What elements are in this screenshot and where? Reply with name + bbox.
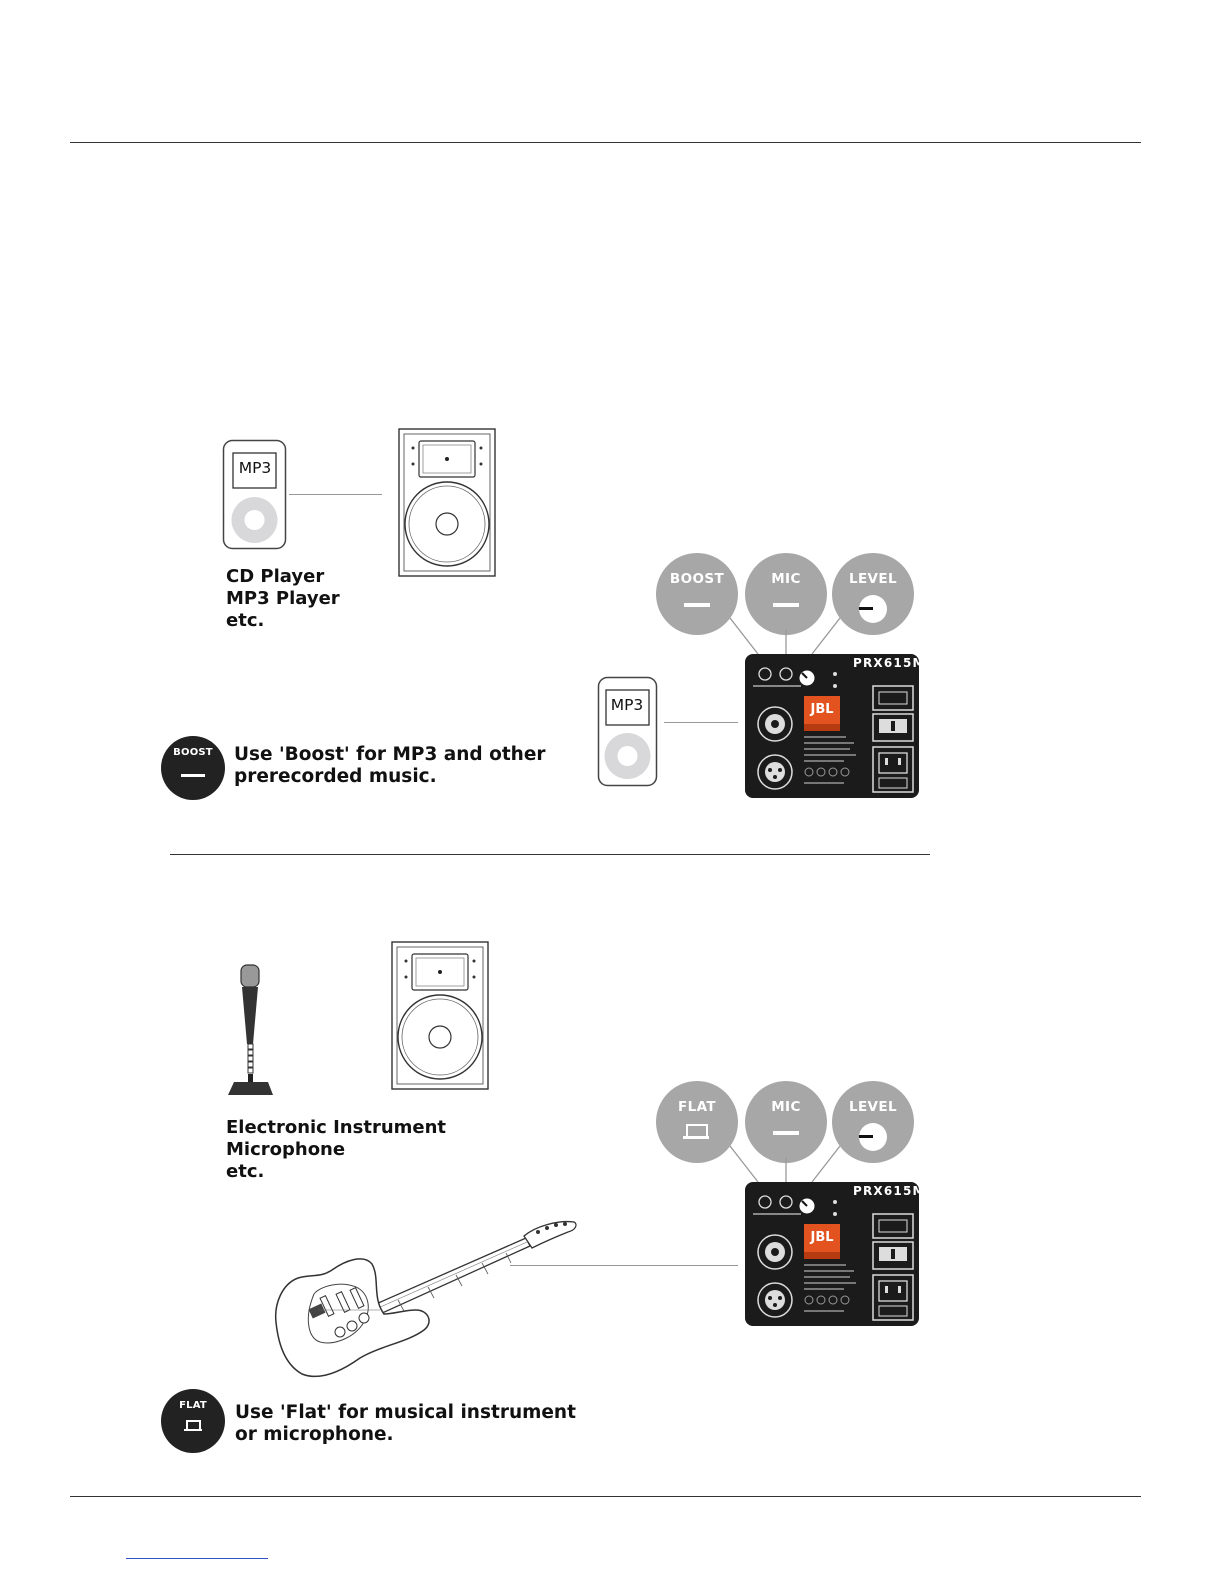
boost-badge-switch-icon [181, 774, 205, 777]
source-label-2: Electronic Instrument Microphone etc. [226, 1117, 447, 1182]
level-control-callout: LEVEL [832, 553, 914, 635]
boost-control-callout: BOOST [656, 553, 738, 635]
microphone-illustration [226, 964, 276, 1100]
flat-badge: FLAT [161, 1389, 225, 1453]
callout-lines-2 [700, 1128, 860, 1188]
mic-control-callout-2: MIC [745, 1081, 827, 1163]
level-knob-pointer-2 [859, 1135, 873, 1138]
level-control-callout-2: LEVEL [832, 1081, 914, 1163]
panel-model-text: PRX615M [853, 656, 926, 670]
electric-guitar-illustration [268, 1218, 580, 1384]
bottom-rule [70, 1496, 1141, 1497]
boost-note: Use 'Boost' for MP3 and other prerecorded music. [234, 744, 546, 787]
flat-badge-switch-base [184, 1429, 202, 1431]
mp3-player-connected [597, 676, 659, 792]
guitar-to-panel-cable [510, 1265, 738, 1266]
mp3-to-panel-cable [664, 722, 738, 723]
mp3-player-illustration [222, 439, 288, 555]
callout-lines-1 [700, 600, 860, 660]
top-rule [70, 142, 1141, 143]
footer-link-underline[interactable] [126, 1558, 268, 1559]
speaker-illustration [398, 428, 496, 582]
flat-badge-switch-icon [186, 1420, 201, 1429]
speaker-illustration-2 [391, 941, 489, 1095]
rear-panel-2 [745, 1182, 926, 1330]
jbl-logo-2: JBL [810, 1230, 834, 1245]
mic-control-callout: MIC [745, 553, 827, 635]
level-knob-pointer [859, 607, 873, 610]
mp3-screen-text-2: MP3 [610, 696, 644, 714]
flat-control-callout: FLAT [656, 1081, 738, 1163]
section-divider [170, 854, 930, 855]
rear-panel-1 [745, 654, 926, 802]
panel-model-text-2: PRX615M [853, 1184, 926, 1198]
mp3-screen-text: MP3 [238, 459, 272, 477]
boost-badge: BOOST [161, 736, 225, 800]
jbl-logo: JBL [810, 702, 834, 717]
mp3-to-speaker-cable [289, 494, 382, 495]
flat-note: Use 'Flat' for musical instrument or microphone. [235, 1402, 576, 1445]
source-label-1: CD Player MP3 Player etc. [226, 566, 340, 631]
